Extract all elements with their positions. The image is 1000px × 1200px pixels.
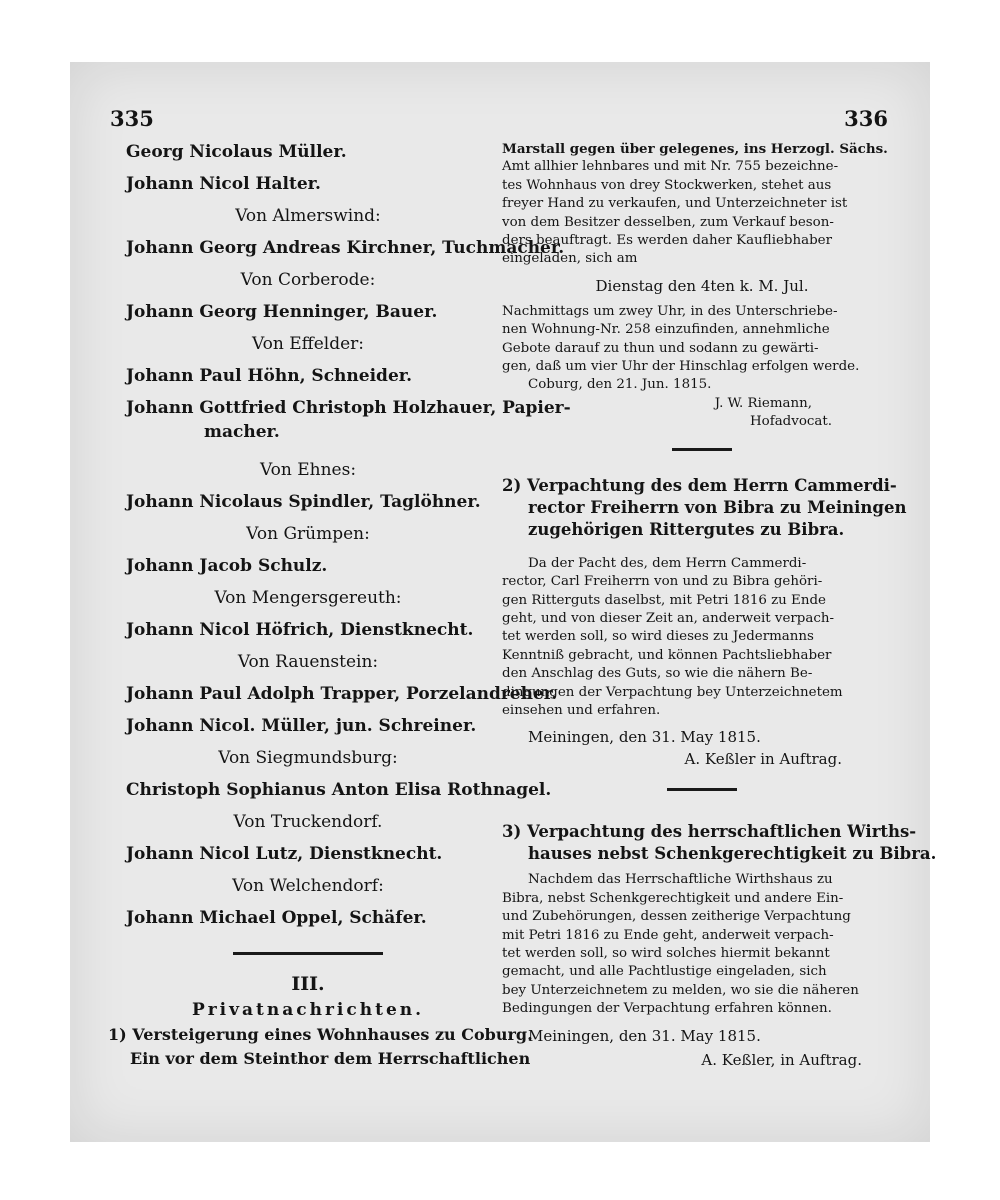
body-line: und Zubehörungen, dessen zeitherige Verpachtung [502,909,851,925]
name-line: Johann Georg Andreas Kirchner, Tuchmacher. [126,238,565,258]
body-line: Nachdem das Herrschaftliche Wirthshaus zu [528,872,833,888]
item-heading: zugehörigen Rittergutes zu Bibra. [528,519,845,539]
date-line: Dienstag den 4ten k. M. Jul. [595,276,809,295]
name-line: Johann Jacob Schulz. [126,556,328,576]
divider-rule [667,788,737,791]
body-line: von dem Besitzer desselben, zum Verkauf beson- [502,214,834,230]
body-line: tes Wohnhaus von drey Stockwerken, stehet aus [502,177,832,193]
body-line: gen, daß um vier Uhr der Hinschlag erfolgen werde. [502,359,860,375]
body-line: Bibra, nebst Schenkgerechtigkeit und andere Ein- [502,890,844,906]
place-heading: Von Mengersgereuth: [214,588,402,608]
section-number: III. [291,973,325,995]
body-line: nen Wohnung-Nr. 258 einzufinden, annehmliche [502,322,830,338]
body-line: rector, Carl Freiherrn von und zu Bibra gehöri- [502,574,823,590]
place-date: Meiningen, den 31. May 1815. [528,728,761,747]
name-line: Johann Nicol Halter. [126,174,321,194]
name-line: Christoph Sophianus Anton Elisa Rothnagel. [126,780,552,800]
place-heading: Von Almerswind: [235,206,381,226]
page-number-left: 335 [110,106,154,131]
body-line: einsehen und erfahren. [502,702,661,718]
body-line: gemacht, und alle Pachtlustige eingeladen, sich [502,964,827,980]
place-heading: Von Grümpen: [246,524,370,544]
body-line: mit Petri 1816 zu Ende geht, anderweit verpach- [502,927,834,943]
place-heading: Von Ehnes: [259,460,357,480]
name-line: Johann Nicol. Müller, jun. Schreiner. [126,716,477,736]
body-line: geht, und von dieser Zeit an, anderweit verpach- [502,610,835,626]
right-column [502,140,937,1073]
page-sheet [70,62,937,1142]
name-line: Johann Paul Adolph Trapper, Porzelandreher. [126,684,558,704]
body-line: Kenntniß gebracht, und können Pachtsliebhaber [502,647,832,663]
place-heading: Von Corberode: [240,270,376,290]
signature-title: Hofadvocat. [750,414,832,430]
body-line: Nachmittags um zwey Uhr, in des Unterschriebe- [502,303,838,319]
body-line: Da der Pacht des, dem Herrn Cammerdi- [528,555,807,571]
body-line: Bedingungen der Verpachtung erfahren können. [502,1001,832,1017]
item-heading: 1) Versteigerung eines Wohnhauses zu Coburg. [108,1025,533,1044]
place-date: Coburg, den 21. Jun. 1815. [528,377,712,393]
place-date: Meiningen, den 31. May 1815. [528,1026,761,1045]
name-line: Johann Nicol Höfrich, Dienstknecht. [126,620,474,640]
name-line: Johann Nicolaus Spindler, Taglöhner. [126,492,481,512]
item-body-line: Ein vor dem Steinthor dem Herrschaftlichen [130,1049,531,1068]
body-line: Amt allhier lehnbares und mit Nr. 755 bezeichne- [502,159,839,175]
place-heading: Von Welchendorf: [232,876,384,896]
divider-rule [672,448,732,451]
body-line: eingeladen, sich am [502,251,638,267]
place-heading: Von Siegmundsburg: [218,748,398,768]
place-heading: Von Effelder: [251,334,365,354]
body-line: bey Unterzeichnetem zu melden, wo sie die näheren [502,982,859,998]
place-heading: Von Truckendorf. [233,812,383,832]
body-line: den Anschlag des Guts, so wie die nähern Be- [502,666,813,682]
section-title: Privatnachrichten. [191,1000,425,1020]
body-line: freyer Hand zu verkaufen, und Unterzeichneter ist [502,196,848,212]
item-heading: hauses nebst Schenkgerechtigkeit zu Bibra. [528,844,937,864]
item-heading: 2) Verpachtung des dem Herrn Cammerdi- [502,475,897,495]
body-line: Marstall gegen über gelegenes, ins Herzogl. Sächs. [502,141,888,157]
signature-name: J. W. Riemann, [714,395,812,411]
body-line: gen Ritterguts daselbst, mit Petri 1816 zu Ende [502,592,826,608]
body-line: Gebote darauf zu thun und sodann zu gewärti- [502,340,819,356]
body-line: tet werden soll, so wird solches hiermit bekannt [502,945,830,961]
signature: A. Keßler, in Auftrag. [701,1050,862,1069]
name-continuation: macher. [204,422,280,442]
name-text: Johann Gottfried Christoph Holzhauer, Papier- [126,398,571,418]
name-line: Johann Georg Henninger, Bauer. [126,302,438,322]
body-line: ders beauftragt. Es werden daher Kaufliebhaber [502,233,832,249]
name-line [108,396,571,444]
name-line: Johann Nicol Lutz, Dienstknecht. [126,844,443,864]
signature: A. Keßler in Auftrag. [684,750,842,769]
item-heading: rector Freiherrn von Bibra zu Meiningen [528,497,907,517]
item-heading: 3) Verpachtung des herrschaftlichen Wirths- [502,822,917,842]
divider-rule [233,952,383,955]
page-number-right: 336 [844,106,888,131]
name-line: Johann Michael Oppel, Schäfer. [126,908,427,928]
name-line: Georg Nicolaus Müller. [126,142,347,162]
body-line: dingungen der Verpachtung bey Unterzeichnetem [502,684,843,700]
body-line: tet werden soll, so wird dieses zu Jedermanns [502,629,814,645]
place-heading: Von Rauenstein: [237,652,379,672]
name-line: Johann Paul Höhn, Schneider. [126,366,413,386]
